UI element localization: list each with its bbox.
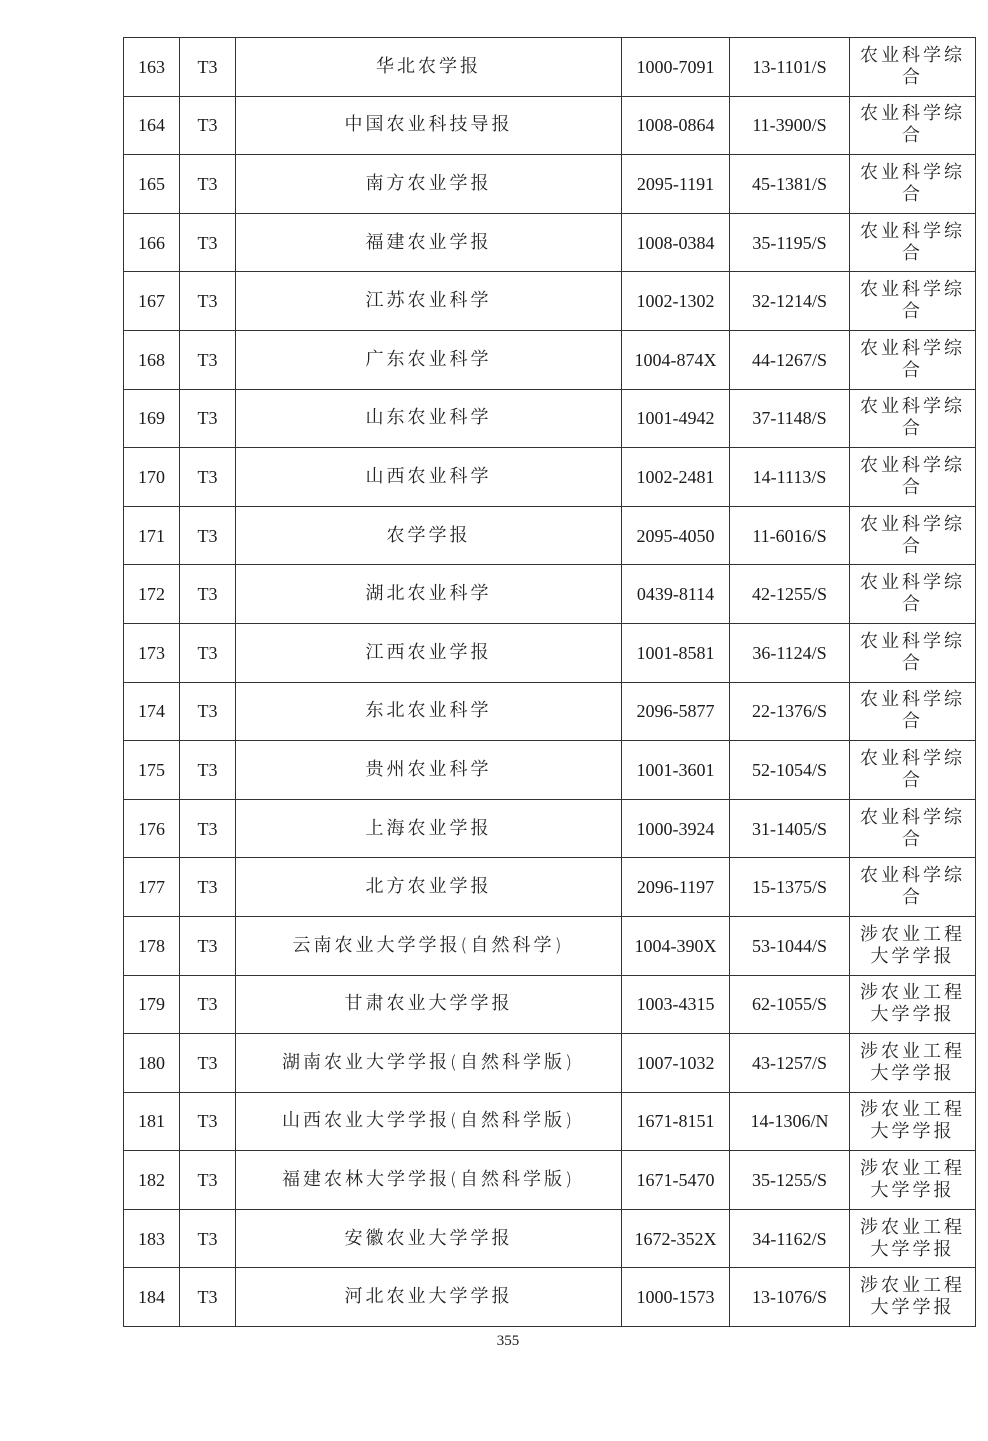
row-index-cell: 168 — [124, 330, 180, 389]
row-index-cell: 172 — [124, 565, 180, 624]
tier-cell: T3 — [180, 448, 236, 507]
journal-table — [123, 37, 976, 1327]
cn-number-cell: 34-1162/S — [730, 1209, 850, 1268]
table-row — [124, 565, 976, 624]
issn-cell: 1007-1032 — [622, 1034, 730, 1093]
category-cell: 农业科学综合 — [850, 213, 976, 272]
cn-number-cell: 37-1148/S — [730, 389, 850, 448]
table-row — [124, 1092, 976, 1151]
journal-name-cell: 安徽农业大学学报 — [236, 1209, 622, 1268]
issn-cell: 1008-0864 — [622, 96, 730, 155]
tier-cell: T3 — [180, 96, 236, 155]
table-row — [124, 448, 976, 507]
journal-name-cell: 东北农业科学 — [236, 682, 622, 741]
category-cell: 农业科学综合 — [850, 272, 976, 331]
issn-cell: 1001-3601 — [622, 741, 730, 800]
journal-name-cell: 华北农学报 — [236, 38, 622, 97]
issn-cell: 2096-1197 — [622, 858, 730, 917]
issn-cell: 2095-1191 — [622, 155, 730, 214]
journal-name-cell: 上海农业学报 — [236, 799, 622, 858]
issn-cell: 1001-8581 — [622, 623, 730, 682]
journal-name-cell: 福建农业学报 — [236, 213, 622, 272]
category-cell: 涉农业工程大学学报 — [850, 1034, 976, 1093]
table-row — [124, 1034, 976, 1093]
page-number: 355 — [496, 1333, 520, 1349]
journal-name-cell: 福建农林大学学报(自然科学版) — [236, 1151, 622, 1210]
issn-cell: 2096-5877 — [622, 682, 730, 741]
category-cell: 涉农业工程大学学报 — [850, 975, 976, 1034]
table-row — [124, 682, 976, 741]
tier-cell: T3 — [180, 272, 236, 331]
journal-name-cell: 河北农业大学学报 — [236, 1268, 622, 1327]
journal-name-cell: 江西农业学报 — [236, 623, 622, 682]
row-index-cell: 178 — [124, 916, 180, 975]
category-cell: 农业科学综合 — [850, 799, 976, 858]
journal-name-cell: 山西农业科学 — [236, 448, 622, 507]
category-cell: 涉农业工程大学学报 — [850, 1209, 976, 1268]
cn-number-cell: 43-1257/S — [730, 1034, 850, 1093]
table-row — [124, 330, 976, 389]
category-cell: 农业科学综合 — [850, 506, 976, 565]
tier-cell: T3 — [180, 38, 236, 97]
journal-name-cell: 江苏农业科学 — [236, 272, 622, 331]
cn-number-cell: 31-1405/S — [730, 799, 850, 858]
journal-name-cell: 广东农业科学 — [236, 330, 622, 389]
cn-number-cell: 53-1044/S — [730, 916, 850, 975]
cn-number-cell: 45-1381/S — [730, 155, 850, 214]
row-index-cell: 164 — [124, 96, 180, 155]
issn-cell: 1672-352X — [622, 1209, 730, 1268]
cn-number-cell: 11-3900/S — [730, 96, 850, 155]
row-index-cell: 167 — [124, 272, 180, 331]
tier-cell: T3 — [180, 916, 236, 975]
cn-number-cell: 14-1306/N — [730, 1092, 850, 1151]
issn-cell: 2095-4050 — [622, 506, 730, 565]
table-row — [124, 213, 976, 272]
journal-table-body — [124, 38, 976, 1327]
journal-name-cell: 甘肃农业大学学报 — [236, 975, 622, 1034]
cn-number-cell: 42-1255/S — [730, 565, 850, 624]
journal-name-cell: 北方农业学报 — [236, 858, 622, 917]
category-cell: 农业科学综合 — [850, 389, 976, 448]
category-cell: 农业科学综合 — [850, 858, 976, 917]
category-cell: 农业科学综合 — [850, 623, 976, 682]
table-row — [124, 155, 976, 214]
row-index-cell: 163 — [124, 38, 180, 97]
journal-name-cell: 山东农业科学 — [236, 389, 622, 448]
table-row — [124, 38, 976, 97]
journal-name-cell: 山西农业大学学报(自然科学版) — [236, 1092, 622, 1151]
tier-cell: T3 — [180, 858, 236, 917]
table-row — [124, 389, 976, 448]
issn-cell: 1002-2481 — [622, 448, 730, 507]
row-index-cell: 180 — [124, 1034, 180, 1093]
row-index-cell: 171 — [124, 506, 180, 565]
cn-number-cell: 13-1076/S — [730, 1268, 850, 1327]
cn-number-cell: 32-1214/S — [730, 272, 850, 331]
issn-cell: 1004-390X — [622, 916, 730, 975]
tier-cell: T3 — [180, 1151, 236, 1210]
journal-name-cell: 南方农业学报 — [236, 155, 622, 214]
tier-cell: T3 — [180, 1034, 236, 1093]
issn-cell: 1000-7091 — [622, 38, 730, 97]
row-index-cell: 166 — [124, 213, 180, 272]
tier-cell: T3 — [180, 1092, 236, 1151]
table-row — [124, 741, 976, 800]
row-index-cell: 175 — [124, 741, 180, 800]
cn-number-cell: 13-1101/S — [730, 38, 850, 97]
cn-number-cell: 62-1055/S — [730, 975, 850, 1034]
journal-name-cell: 农学学报 — [236, 506, 622, 565]
category-cell: 农业科学综合 — [850, 448, 976, 507]
category-cell: 涉农业工程大学学报 — [850, 1268, 976, 1327]
journal-name-cell: 云南农业大学学报(自然科学) — [236, 916, 622, 975]
row-index-cell: 174 — [124, 682, 180, 741]
row-index-cell: 173 — [124, 623, 180, 682]
table-row — [124, 799, 976, 858]
row-index-cell: 169 — [124, 389, 180, 448]
tier-cell: T3 — [180, 213, 236, 272]
issn-cell: 1000-3924 — [622, 799, 730, 858]
cn-number-cell: 22-1376/S — [730, 682, 850, 741]
category-cell: 涉农业工程大学学报 — [850, 1092, 976, 1151]
cn-number-cell: 14-1113/S — [730, 448, 850, 507]
category-cell: 农业科学综合 — [850, 565, 976, 624]
tier-cell: T3 — [180, 330, 236, 389]
row-index-cell: 165 — [124, 155, 180, 214]
tier-cell: T3 — [180, 155, 236, 214]
tier-cell: T3 — [180, 1209, 236, 1268]
row-index-cell: 177 — [124, 858, 180, 917]
category-cell: 农业科学综合 — [850, 741, 976, 800]
table-row — [124, 916, 976, 975]
category-cell: 农业科学综合 — [850, 96, 976, 155]
cn-number-cell: 44-1267/S — [730, 330, 850, 389]
table-row — [124, 975, 976, 1034]
cn-number-cell: 52-1054/S — [730, 741, 850, 800]
journal-name-cell: 湖南农业大学学报(自然科学版) — [236, 1034, 622, 1093]
issn-cell: 0439-8114 — [622, 565, 730, 624]
table-row — [124, 96, 976, 155]
table-row — [124, 1268, 976, 1327]
table-row — [124, 272, 976, 331]
category-cell: 农业科学综合 — [850, 155, 976, 214]
cn-number-cell: 15-1375/S — [730, 858, 850, 917]
table-row — [124, 1151, 976, 1210]
tier-cell: T3 — [180, 389, 236, 448]
tier-cell: T3 — [180, 799, 236, 858]
issn-cell: 1002-1302 — [622, 272, 730, 331]
issn-cell: 1008-0384 — [622, 213, 730, 272]
table-row — [124, 506, 976, 565]
issn-cell: 1000-1573 — [622, 1268, 730, 1327]
cn-number-cell: 35-1195/S — [730, 213, 850, 272]
tier-cell: T3 — [180, 741, 236, 800]
cn-number-cell: 11-6016/S — [730, 506, 850, 565]
table-row — [124, 623, 976, 682]
issn-cell: 1003-4315 — [622, 975, 730, 1034]
cn-number-cell: 35-1255/S — [730, 1151, 850, 1210]
category-cell: 农业科学综合 — [850, 330, 976, 389]
journal-name-cell: 中国农业科技导报 — [236, 96, 622, 155]
tier-cell: T3 — [180, 1268, 236, 1327]
tier-cell: T3 — [180, 623, 236, 682]
tier-cell: T3 — [180, 506, 236, 565]
row-index-cell: 184 — [124, 1268, 180, 1327]
journal-name-cell: 贵州农业科学 — [236, 741, 622, 800]
category-cell: 涉农业工程大学学报 — [850, 1151, 976, 1210]
category-cell: 农业科学综合 — [850, 38, 976, 97]
row-index-cell: 179 — [124, 975, 180, 1034]
issn-cell: 1671-8151 — [622, 1092, 730, 1151]
row-index-cell: 182 — [124, 1151, 180, 1210]
table-row — [124, 858, 976, 917]
issn-cell: 1001-4942 — [622, 389, 730, 448]
issn-cell: 1671-5470 — [622, 1151, 730, 1210]
tier-cell: T3 — [180, 682, 236, 741]
tier-cell: T3 — [180, 975, 236, 1034]
cn-number-cell: 36-1124/S — [730, 623, 850, 682]
tier-cell: T3 — [180, 565, 236, 624]
row-index-cell: 181 — [124, 1092, 180, 1151]
row-index-cell: 183 — [124, 1209, 180, 1268]
row-index-cell: 176 — [124, 799, 180, 858]
row-index-cell: 170 — [124, 448, 180, 507]
journal-name-cell: 湖北农业科学 — [236, 565, 622, 624]
issn-cell: 1004-874X — [622, 330, 730, 389]
category-cell: 涉农业工程大学学报 — [850, 916, 976, 975]
category-cell: 农业科学综合 — [850, 682, 976, 741]
table-row — [124, 1209, 976, 1268]
